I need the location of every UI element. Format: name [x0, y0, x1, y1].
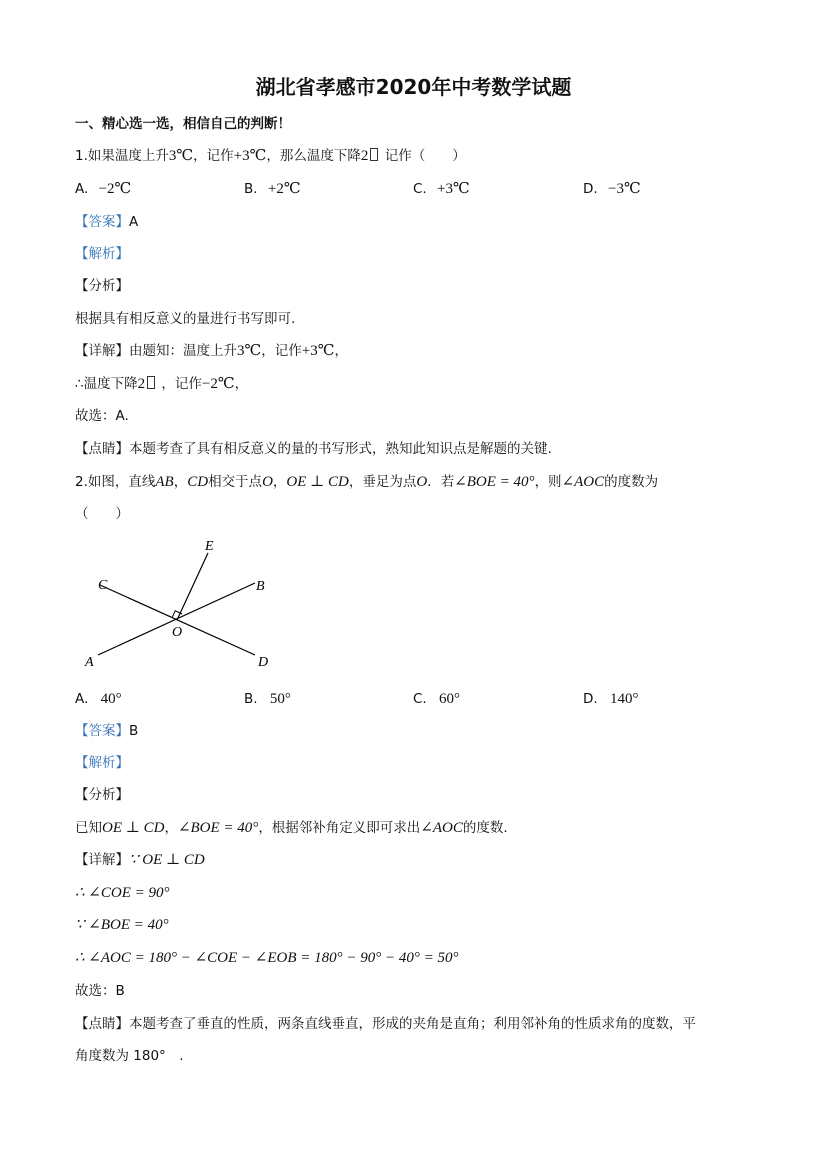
q2-math: CD: [187, 474, 209, 490]
answer-value: A: [129, 214, 139, 230]
dianjing-label: 【点睛】: [75, 441, 129, 457]
detail-label: 【详解】: [75, 852, 129, 868]
q2-option-c: [413, 690, 460, 708]
dianjing-label: 【点睛】: [75, 1016, 129, 1032]
section-heading: 一、精心选一选，相信自己的判断！: [75, 116, 291, 132]
q2-answer: [75, 722, 138, 740]
q1-detail: [75, 342, 348, 360]
q2-math: AB: [155, 474, 174, 490]
label-d: D: [258, 655, 269, 670]
answer-label: 【答案】: [75, 723, 129, 739]
label-e: E: [205, 539, 214, 554]
option-letter: C.: [413, 181, 427, 197]
option-value: −2℃: [98, 181, 132, 197]
q2-choice: 故选：B: [75, 983, 125, 999]
q1-stem-text: ，那么温度下降: [266, 148, 361, 164]
detail-text: ，: [334, 343, 349, 359]
detail-value: +3℃: [301, 343, 335, 359]
q2-option-a: [75, 690, 122, 708]
q2-stem-text: ，则: [534, 474, 562, 490]
q1-option-d: [583, 180, 641, 198]
q2-option-b: [244, 690, 291, 708]
q2-math: O: [262, 474, 273, 490]
detail-text: ∴温度下降: [75, 376, 138, 392]
q1-fenxi-label: 【分析】: [75, 278, 129, 294]
label-c: C: [98, 578, 108, 593]
q2-fenxi-label: 【分析】: [75, 787, 129, 803]
q2-math: OE ⊥ CD: [286, 474, 349, 490]
q2-math: O: [416, 474, 428, 490]
detail-value: 3℃: [237, 343, 262, 359]
fenxi-math: ∠AOC: [420, 820, 463, 836]
fenxi-text: 的度数.: [462, 820, 508, 836]
q2-step-4: ∴ ∠AOC = 180° − ∠COE − ∠EOB = 180° − 90° − 40° = 50°: [75, 950, 459, 966]
q1-stem-value: 3℃: [168, 148, 194, 164]
detail-text: ，记作: [157, 376, 202, 392]
option-value: +3℃: [437, 181, 470, 197]
label-b: B: [256, 579, 265, 594]
page-title: 湖北省孝感市2020年中考数学试题: [255, 75, 572, 99]
q2-dianjing-cont: 角度数为 180° .: [75, 1048, 184, 1064]
q1-stem-value: +3℃: [233, 148, 267, 164]
detail-step: ∵ OE ⊥ CD: [129, 852, 205, 868]
q2-stem: [75, 473, 658, 491]
q1-stem: [75, 147, 466, 165]
q1-stem-text: 记作（ ）: [380, 148, 466, 164]
q1-choice: 故选：A.: [75, 408, 129, 424]
q2-dianjing: [75, 1015, 696, 1033]
label-a: A: [85, 655, 94, 670]
dianjing-text: 本题考查了具有相反意义的量的书写形式，熟知此知识点是解题的关键.: [129, 441, 552, 457]
q2-stem-text: 2.如图，直线: [75, 474, 156, 490]
q2-step-2: ∴ ∠COE = 90°: [75, 885, 170, 901]
option-letter: B.: [244, 181, 258, 197]
q2-math: ∠AOC: [561, 474, 605, 490]
option-value: −3℃: [607, 181, 641, 197]
option-value: 40°: [100, 691, 122, 707]
q1-fenxi: 根据具有相反意义的量进行书写即可.: [75, 311, 296, 327]
line-oe: [177, 553, 208, 620]
missing-glyph-icon: [370, 148, 378, 161]
fenxi-text: ，根据邻补角定义即可求出: [258, 820, 421, 836]
option-value: 140°: [609, 691, 639, 707]
dianjing-text: 本题考查了垂直的性质，两条直线垂直，形成的夹角是直角；利用邻补角的性质求角的度数，平: [129, 1016, 696, 1032]
option-letter: A.: [75, 181, 89, 197]
fenxi-text: ，: [164, 820, 178, 836]
answer-label: 【答案】: [75, 214, 129, 230]
q1-option-a: [75, 180, 131, 198]
q2-math: ∠BOE = 40°: [454, 474, 535, 490]
q1-analysis-label: 【解析】: [75, 246, 129, 262]
q1-detail-line2: [75, 375, 248, 393]
option-value: 60°: [439, 691, 461, 707]
q2-detail: [75, 851, 205, 869]
detail-text: ，: [234, 376, 249, 392]
q2-option-d: [583, 690, 638, 708]
q1-stem-text: ，记作: [193, 148, 234, 164]
option-letter: A.: [75, 691, 89, 707]
q2-stem-text: ，: [272, 474, 287, 490]
detail-value: −2℃: [201, 376, 235, 392]
option-letter: B.: [244, 691, 258, 707]
q1-answer: [75, 213, 138, 231]
q2-stem-text: ．若: [427, 474, 455, 490]
geometry-diagram: [80, 535, 280, 675]
option-value: 50°: [269, 691, 291, 707]
fenxi-math: ∠BOE = 40°: [177, 820, 259, 836]
detail-text: 由题知：温度上升: [129, 343, 237, 359]
q2-step-3: ∵ ∠BOE = 40°: [75, 917, 169, 933]
option-value: +2℃: [267, 181, 301, 197]
answer-value: B: [129, 723, 139, 739]
q1-option-c: [413, 180, 470, 198]
q2-stem-text: ，: [173, 474, 188, 490]
q2-paren: （ ）: [75, 506, 129, 522]
q1-stem-text: 1.如果温度上升: [75, 148, 169, 164]
q1-option-b: [244, 180, 301, 198]
missing-glyph-icon: [147, 376, 155, 389]
label-o: O: [172, 625, 183, 640]
q2-analysis-label: 【解析】: [75, 755, 129, 771]
q2-stem-text: 相交于点: [208, 474, 263, 490]
fenxi-math: OE ⊥ CD: [102, 820, 165, 836]
option-letter: D.: [583, 691, 598, 707]
q2-fenxi: [75, 819, 508, 837]
q1-stem-value: 2: [360, 148, 369, 164]
option-letter: C.: [413, 691, 427, 707]
q2-stem-text: 的度数为: [604, 474, 659, 490]
fenxi-text: 已知: [75, 820, 102, 836]
detail-value: 2: [137, 376, 146, 392]
q1-dianjing: [75, 440, 552, 458]
detail-label: 【详解】: [75, 343, 129, 359]
option-letter: D.: [583, 181, 598, 197]
detail-text: ，记作: [261, 343, 302, 359]
q2-stem-text: ，垂足为点: [348, 474, 417, 490]
